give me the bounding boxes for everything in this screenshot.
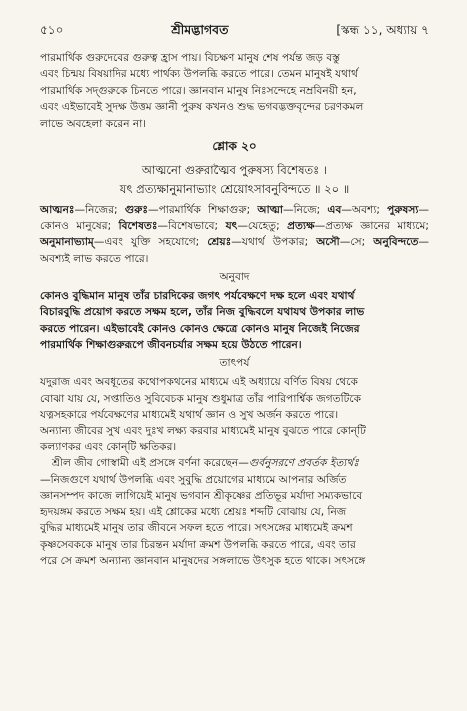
synonym-meaning: —প্রত্যক্ষ জ্ঞানের মাধ্যমে; [314,220,429,233]
text-line: যত্নসহকারে পর্যবেক্ষণের মাধ্যমেই যথার্থ জ্ঞান ও সুখ অর্জন করতে পারে। [40,408,339,421]
synonym-meaning: —যেহেতু; [237,220,288,233]
synonym-word: অনুমানাভ্যাম্ [40,236,94,249]
synonym-word: আত্মনঃ [40,204,75,217]
synonym-word: আত্মা [257,204,283,217]
text-line: পারমার্থিক শিক্ষাগুরুরূপে জীবনচর্যার সক্ষম হয়ে উঠতে পারেন। [40,339,302,352]
text-line: করতে পারেন। এইভাবেই কোনও কোনও ক্ষেত্রে কোনও মানুষ নিজেই নিজের [40,322,360,335]
translation-text [40,288,429,354]
text-line: হৃদয়ঙ্গম করতে সক্ষম হয়। এই শ্লোকের মধ্যে শ্রেয়ঃ শব্দটি বোঝায় যে, নিজ [40,506,347,519]
synonym-word: বিশেষতঃ [118,220,158,233]
intro-paragraph [40,50,429,132]
text-span: শ্রীল জীব গোস্বামী এই প্রসঙ্গে বর্ণনা করেছেন— [52,457,249,470]
verse-line: যৎ প্রত্যক্ষানুমানাভ্যাং শ্রেয়োঽসাবনুবিন্দতে ॥ ২০ ॥ [119,182,350,197]
sloka-verse [40,161,429,199]
synonym-word: প্রত্যক্ষ [287,220,315,233]
text-line: জ্ঞানসম্পদ কাজে লাগিয়েই মানুষ ভগবান শ্রীকৃষ্ণের প্রতিভূর মর্যাদা সম্যকভাবে [40,489,363,502]
text-line: যদুরাজ এবং অবধূতের কথোপকথনের মাধ্যমে এই অধ্যায়ে বর্ণিত বিষয় থেকে [40,376,358,389]
text-line: অন্যান্য জীবের সুখ এবং দুঃখ লক্ষ্য করবার মাধ্যমেই মানুষ বুঝতে পারে কোন্‌টি [40,425,366,438]
synonym-meaning: —পারমার্থিক শিক্ষাগুরু; [147,204,258,217]
page-header [40,22,429,42]
chapter-reference: [স্কন্ধ ১১, অধ্যায় ৭ [336,23,429,37]
sloka-title: শ্লোক ২০ [212,139,257,154]
purport-text [40,374,429,568]
synonym-word: যৎ [225,220,238,233]
synonym-meaning: —নিজে; [282,204,328,217]
text-line: বোঝা যায় যে, সপ্তাতিও সুবিবেচক মানুষ শুধুমাত্র তাঁর পারিপার্শ্বিক জগতটিকে [40,392,362,405]
text-line: পারমার্থিক সদ্গুরুকে চিনতে পারে। জ্ঞানবান মানুষ নিঃসন্দেহে নম্রবিনয়ী হন, [40,84,357,97]
synonym-meaning: —কোনও মানুষের; [40,204,429,233]
sanskrit-quote: গুর্বনুসরণে প্রবর্তক ইত্যর্থঃ [248,457,359,470]
text-line: এবং চিন্ময় বিষয়াদির মধ্যে পার্থক্য উপলব্ধি করতে পারে। তেমন মানুষই যথার্থ [40,68,358,81]
purport-paragraph-1 [40,374,429,455]
text-line: বিচারবুদ্ধি প্রয়োগ করতে সক্ষম হলে, তাঁর নিজ বুদ্ধিবলে যথাযথ উপকার লাভ [40,306,365,319]
synonym-meaning: —অবশ্যই লাভ করতে পারে। [40,236,430,265]
text-line: পরে সে ক্রমশ অন্যান্য জ্ঞানবান মানুষদের সঙ্গলাভে উৎসুক হতে থাকে। সৎসঙ্গে [40,554,366,567]
book-title: শ্রীমদ্ভাগবত [171,22,229,37]
text-line: কোনও বুদ্ধিমান মানুষ তাঁর চারদিকের জগৎ পর্যবেক্ষণে দক্ষ হলে এবং যথার্থ [40,289,355,302]
synonym-word: অসৌ [316,236,340,249]
synonym-word: এব [327,204,342,217]
synonym-word: শ্রেয়ঃ [207,236,232,249]
synonym-word: অনুবিন্দতে [373,236,419,249]
synonym-meaning: —যথার্থ উপকার; [231,236,317,249]
text-line: কল্যাণকর এবং কোন্‌টি ক্ষতিকর। [40,441,177,454]
text-line: বুদ্ধির মাধ্যমেই মানুষ তার জীবনে সফল হতে পারে। সৎসঙ্গের মাধ্যমেই ক্রমশ [40,522,353,535]
purport-label: তাৎপর্য [219,357,250,370]
synonym-meaning: —সে; [339,236,374,249]
text-line: —নিজগুণে যথার্থ উপলব্ধি এবং সুবুদ্ধি প্রয়োগের মাধ্যমে আপনার অর্জিত [40,473,347,486]
purport-paragraph-2 [40,455,429,568]
synonym-meaning: —অবশ্য; [341,204,388,217]
synonym-meaning: —এবং যুক্তি সহযোগে; [93,236,208,249]
text-line: কৃষ্ণসেবককে মানুষ তার চিরন্তন মর্যাদা ক্রমশ উপলব্ধি করতে পারে, এবং তার [40,538,356,551]
synonym-meaning: —নিজের; [74,204,125,217]
synonym-word: গুরুঃ [124,204,148,217]
synonym-meaning: —বিশেষভাবে; [157,220,226,233]
synonyms-paragraph [40,202,429,267]
text-line: লাভে অবহেলা করেন না। [40,117,147,130]
verse-line: আত্মনো গুরুরাত্মৈব পুরুষস্য বিশেষতঃ । [141,163,328,178]
text-line: পারমার্থিক গুরুদেবের গুরুত্ব হ্রাস পায়। বিচক্ষণ মানুষ শেষ পর্যন্ত জড় বস্তু [40,52,340,64]
text-line [40,455,429,471]
page-number: ৫১০ [40,23,64,37]
translation-label: অনুবাদ [219,270,250,283]
synonym-word: পুরুষস্য [387,204,419,217]
text-line: এবং এইভাবেই সুদক্ষ উত্তম জ্ঞানী পুরুষ কখনও শুদ্ধ ভগবদ্ভক্তবৃন্দের চরণকমল [40,101,364,114]
